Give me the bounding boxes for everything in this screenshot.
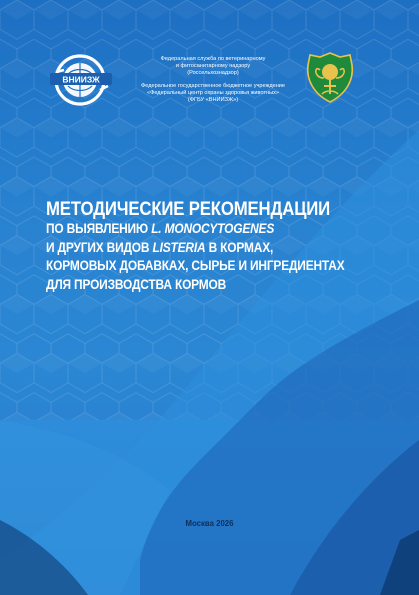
title-line-5: ДЛЯ ПРОИЗВОДСТВА КОРМОВ	[46, 276, 227, 293]
title-line-1: МЕТОДИЧЕСКИЕ РЕКОМЕНДАЦИИ	[46, 198, 331, 220]
agency-line-1: Федеральная служба по ветеринарному	[160, 56, 266, 62]
document-title	[46, 198, 386, 294]
title-line-4: КОРМОВЫХ ДОБАВКАХ, СЫРЬЕ И ИНГРЕДИЕНТАХ	[46, 258, 345, 274]
title-line-2: ПО ВЫЯВЛЕНИЮ L. MONOCYTOGENES	[46, 221, 275, 237]
publication-place-year: Москва 2026	[185, 519, 234, 528]
title-line-3: И ДРУГИХ ВИДОВ LISTERIA В КОРМАХ,	[46, 239, 274, 256]
vniizzh-logo	[48, 50, 116, 108]
agency-line-3: (Россельхознадзор)	[187, 70, 239, 77]
institution-line-3: (ФГБУ «ВНИИЗЖ»)	[187, 97, 239, 104]
institution-line-2: «Федеральный центр охраны здоровья животных»	[146, 89, 280, 96]
logo-text: ВНИИЗЖ	[62, 74, 100, 85]
rosselkhoznadzor-emblem	[302, 50, 358, 106]
organization-info	[128, 56, 298, 104]
agency-line-2: и фитосанитарному надзору	[175, 63, 251, 70]
institution-line-1: Федеральное государственное бюджетное учреждение	[140, 82, 286, 89]
